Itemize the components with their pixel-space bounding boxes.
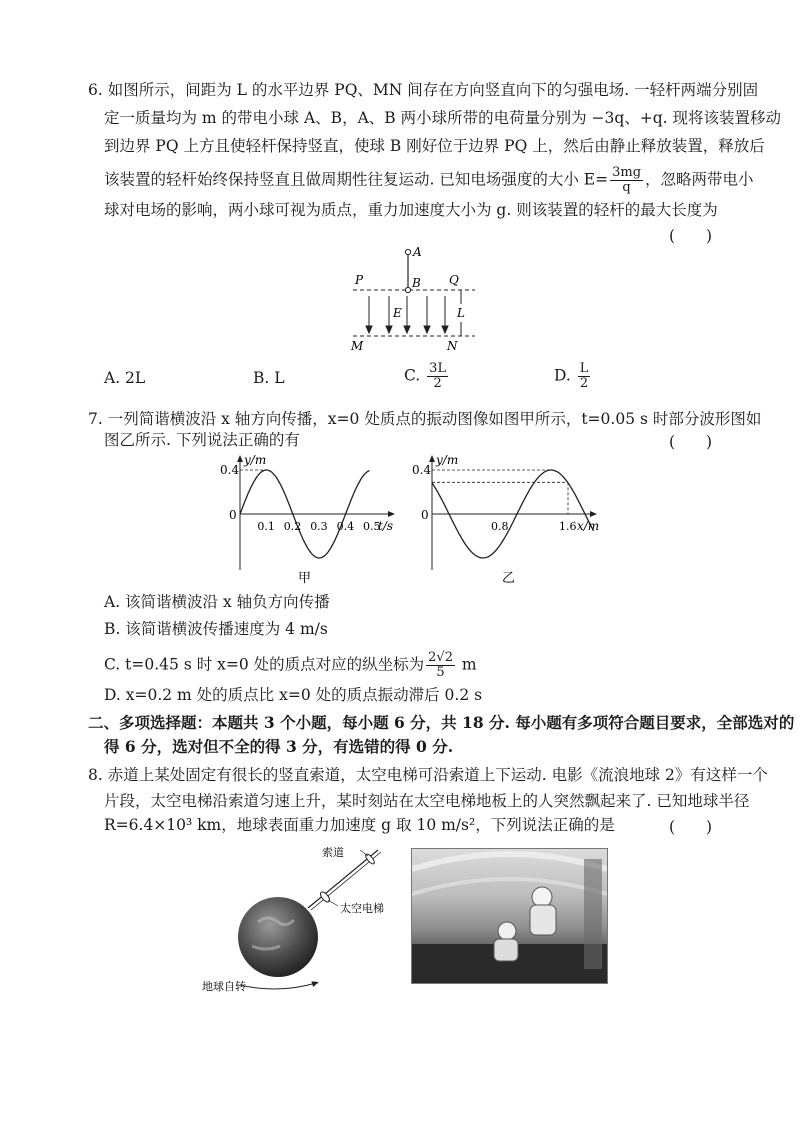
jia-x-tick-0.5: 0.5	[363, 520, 381, 533]
q7-answer-paren: ( )	[669, 433, 713, 451]
q6-field-diagram	[345, 240, 505, 360]
jia-caption: 甲	[298, 571, 312, 586]
yi-x-tick-0.8: 0.8	[491, 520, 509, 533]
jia-y-tick-0.4: 0.4	[220, 463, 240, 477]
q7-line-1: 7. 一列简谐横波沿 x 轴方向传播，x=0 处质点的振动图像如图甲所示，t=0.05 s 时部分波形图如	[88, 410, 762, 428]
q6-line-4a: 该装置的轻杆始终保持竖直且做周期性往复运动. 已知电场强度的大小 E=	[104, 170, 609, 189]
q8-answer-paren: ( )	[669, 818, 713, 836]
q6-label-Q: Q	[449, 273, 459, 287]
yi-y-axis-label: y/m	[436, 453, 459, 467]
q6-line-2: 定一质量均为 m 的带电小球 A、B，A、B 两小球所带的电荷量分别为 −3q、+q. 现将该装置移动	[104, 109, 782, 127]
q8-line-3: R=6.4×10³ km，地球表面重力加速度 g 取 10 m/s²，下列说法正确的是	[104, 816, 615, 834]
q6-line-4	[104, 166, 754, 195]
q6-field-fraction: $\frac{3mg}{q}$	[612, 165, 642, 195]
jia-x-tick-0.4: 0.4	[336, 520, 355, 533]
q7-option-b[interactable]: B. 该简谐横波传播速度为 4 m/s	[104, 620, 328, 638]
section2-heading-line-1: 二、多项选择题：本题共 3 个小题，每小题 6 分，共 18 分. 每小题有多项符合题目要求，全部选对的	[88, 713, 795, 732]
q6-label-P: P	[355, 273, 364, 287]
jia-x-tick-0.3: 0.3	[310, 520, 328, 533]
yi-caption: 乙	[502, 571, 516, 586]
jia-x-tick-0.1: 0.1	[257, 520, 275, 533]
elevator-label: 太空电梯	[340, 902, 384, 915]
yi-origin-label: 0	[421, 508, 429, 522]
q6-label-L: L	[457, 306, 465, 320]
q6-answer-paren: ( )	[669, 227, 713, 245]
q6-option-b[interactable]: B. L	[253, 369, 285, 387]
cable-label: 索道	[322, 846, 344, 859]
q8-line-1: 8. 赤道上某处固定有很长的竖直索道，太空电梯可沿索道上下运动. 电影《流浪地球 2》有这样一个	[88, 766, 768, 784]
q7-option-c[interactable]: C. t=0.45 s 时 x=0 处的质点对应的纵坐标为 $\frac{2√2}{5}$ m	[104, 650, 477, 680]
section2-heading-line-2: 得 6 分，选对但不全的得 3 分，有选错的得 0 分.	[104, 737, 454, 756]
jia-x-tick-0.2: 0.2	[283, 520, 302, 533]
q6-line-3: 到边界 PQ 上方且使轻杆保持竖直，使球 B 刚好位于边界 PQ 上，然后由静止释放装置，释放后	[104, 137, 765, 155]
q6-label-M: M	[351, 339, 364, 353]
q6-option-d[interactable]: D. $\frac{L}{2}$	[554, 361, 589, 391]
q6-line-4b: ，忽略两带电小	[645, 170, 754, 189]
film-still-photo	[411, 848, 608, 984]
q6-label-B: B	[412, 276, 421, 290]
jia-x-axis-label: t/s	[378, 519, 394, 533]
earth-globe	[238, 897, 318, 977]
q8-line-2: 片段，太空电梯沿索道匀速上升，某时刻站在太空电梯地板上的人突然飘起来了. 已知地球半径	[104, 792, 750, 810]
rotation-label: 地球自转	[202, 980, 246, 992]
q6-label-E: E	[393, 306, 402, 320]
q6-option-c[interactable]: C. $\frac{3L}{2}$	[404, 361, 447, 391]
jia-origin-label: 0	[229, 508, 237, 522]
q6-label-N: N	[447, 339, 458, 353]
q6-option-a[interactable]: A. 2L	[104, 369, 146, 387]
q7-chart-jia	[220, 452, 400, 587]
q7-option-a[interactable]: A. 该简谐横波沿 x 轴负方向传播	[104, 593, 330, 611]
yi-x-tick-1.6: 1.6	[559, 520, 577, 533]
jia-y-axis-label: y/m	[244, 453, 267, 467]
yi-y-tick-0.4: 0.4	[412, 463, 432, 477]
q6-label-A: A	[413, 245, 422, 259]
yi-x-axis-label: x/m	[577, 519, 600, 533]
q7-line-2: 图乙所示. 下列说法正确的有	[104, 431, 300, 449]
q6-line-1: 6. 如图所示，间距为 L 的水平边界 PQ、MN 间存在方向竖直向下的匀强电场. 一轻杆两端分别固	[88, 81, 759, 99]
q6-line-5: 球对电场的影响，两小球可视为质点，重力加速度大小为 g. 则该装置的轻杆的最大长度为	[104, 201, 718, 219]
q7-chart-yi	[412, 452, 602, 587]
q7-option-d[interactable]: D. x=0.2 m 处的质点比 x=0 处的质点振动滞后 0.2 s	[104, 686, 483, 704]
q8-earth-diagram	[200, 842, 410, 992]
